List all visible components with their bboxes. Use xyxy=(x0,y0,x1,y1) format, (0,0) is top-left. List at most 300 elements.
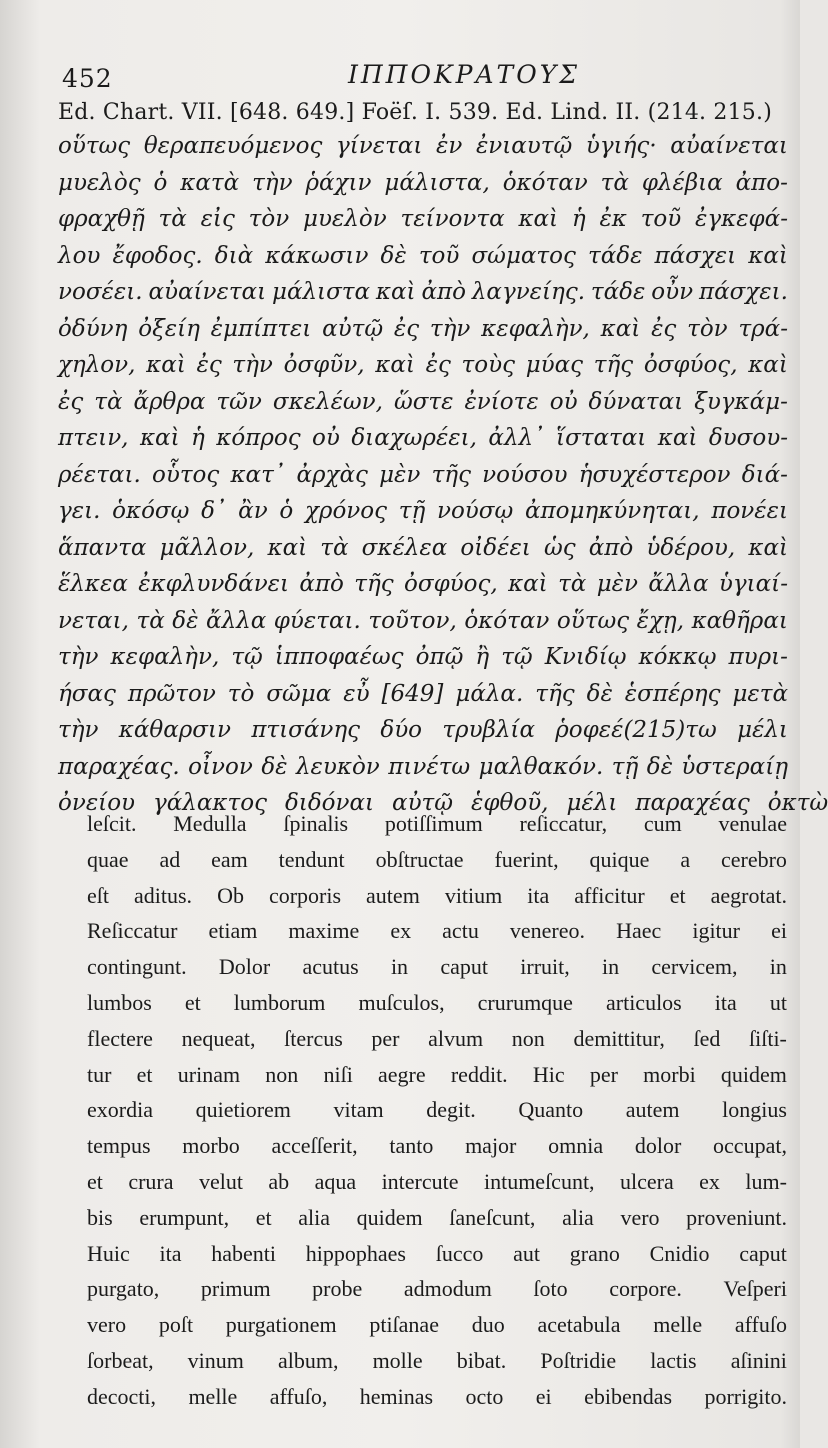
word: ἅπαντα xyxy=(58,534,147,561)
word: οὐ xyxy=(312,425,340,451)
word: παραχέας. xyxy=(58,753,180,780)
word: lumborum xyxy=(233,989,326,1015)
word: Medulla xyxy=(173,811,247,836)
word: ὑστεραίῃ xyxy=(681,753,788,780)
word: κόκκῳ xyxy=(638,644,717,670)
word: κάκωσιν xyxy=(265,242,369,269)
word: poſt xyxy=(158,1312,194,1338)
word: τοὺς xyxy=(461,352,515,378)
word: ei xyxy=(535,1383,552,1409)
greek-text-line xyxy=(58,493,788,530)
word: cerebro xyxy=(720,846,787,872)
word: δ᾽ xyxy=(201,498,227,524)
word: λευκὸν xyxy=(295,753,380,780)
word: ſiſti- xyxy=(749,1025,787,1051)
word: μὲν xyxy=(596,571,638,597)
word: demittitur, xyxy=(573,1025,665,1051)
word: καὶ xyxy=(146,352,186,378)
word: corpore. xyxy=(609,1276,682,1302)
word: quae xyxy=(87,846,129,872)
word: dolor xyxy=(634,1133,682,1159)
word: ὁ xyxy=(279,498,294,524)
word: vero xyxy=(87,1312,127,1338)
word: et xyxy=(184,989,201,1015)
greek-text-line xyxy=(58,201,788,238)
word: alvum xyxy=(428,1025,484,1051)
word: Huic xyxy=(87,1240,130,1266)
word: ὁ xyxy=(153,169,168,196)
word: τοῦ xyxy=(418,242,460,269)
word: νοσέει. xyxy=(58,279,143,305)
word: σκέλεα xyxy=(361,534,448,561)
word: tur xyxy=(87,1061,112,1087)
word: γάλακτος xyxy=(153,790,267,816)
greek-text-line xyxy=(58,274,788,311)
latin-text-line xyxy=(87,1200,787,1236)
word: Κνιδίῳ xyxy=(544,644,627,670)
word: ῥοφεέ(215)τω xyxy=(555,717,717,743)
latin-text-line xyxy=(87,1128,787,1164)
word: ἀλλ᾽ xyxy=(488,425,545,451)
word: Reſiccatur xyxy=(87,918,178,944)
greek-text-line xyxy=(58,384,788,421)
word: πονέει xyxy=(711,498,788,524)
word: ita xyxy=(527,882,550,908)
word: ὁκόταν xyxy=(464,607,550,634)
word: muſculos, xyxy=(358,989,445,1015)
word: ἄρθρα xyxy=(133,388,206,415)
word: admodum xyxy=(403,1276,492,1302)
latin-text-line xyxy=(87,1379,787,1415)
word: ἄλλα xyxy=(648,571,709,597)
greek-text-line xyxy=(58,128,788,165)
word: aegrotat. xyxy=(710,882,787,908)
word: ὀνείου xyxy=(58,790,136,816)
word: aſinini xyxy=(730,1347,787,1373)
word: δυσου- xyxy=(708,425,788,451)
word: οὐ xyxy=(549,388,578,415)
word: σῶμα xyxy=(266,680,332,707)
word: Cnidio xyxy=(649,1240,710,1266)
word: lum- xyxy=(745,1168,787,1194)
word: δὲ xyxy=(646,753,673,780)
word: τοῦ xyxy=(640,206,682,232)
greek-text-line xyxy=(58,676,788,713)
latin-text-line xyxy=(87,1021,787,1057)
word: duo xyxy=(471,1312,505,1338)
word: urinam xyxy=(177,1061,241,1087)
word: caput xyxy=(739,1240,787,1266)
word: ἀπομηκύνηται, xyxy=(524,498,700,524)
word: quique xyxy=(589,846,650,872)
word: κατὰ xyxy=(180,169,240,196)
word: alia xyxy=(298,1204,331,1230)
word: ſaneſcunt, xyxy=(449,1204,536,1230)
word: ἐς xyxy=(58,388,84,415)
word: leſcit. xyxy=(87,811,137,836)
word: aditus. xyxy=(134,882,193,908)
word: igitur xyxy=(692,918,740,944)
word: πάσχει. xyxy=(698,279,788,305)
word: ρέεται. xyxy=(58,461,141,488)
word: ἔχῃ, xyxy=(636,607,685,634)
word: οἰδέει xyxy=(460,534,531,561)
word: τῶν xyxy=(216,388,262,415)
word: melle xyxy=(653,1312,703,1338)
word: ἔφοδος. xyxy=(112,242,203,269)
word: cum xyxy=(643,811,682,836)
word: τὸν xyxy=(687,315,728,342)
greek-text-line xyxy=(58,238,788,275)
word: longius xyxy=(722,1097,787,1123)
word: καὶ xyxy=(748,534,788,561)
word: τῆς xyxy=(354,571,394,597)
word: πυρι- xyxy=(728,644,788,670)
word: corporis xyxy=(268,882,342,908)
word: obſtructae xyxy=(375,846,464,872)
word: vinum xyxy=(187,1347,244,1373)
word: omnia xyxy=(548,1133,604,1159)
word: quidem xyxy=(720,1061,787,1087)
word: ἑσπέρης xyxy=(624,680,721,707)
word: διαχωρέει, xyxy=(351,425,477,451)
word: σκελέων, xyxy=(272,388,383,415)
word: ut xyxy=(769,989,787,1015)
word: δὲ xyxy=(261,753,288,780)
word: δύο xyxy=(380,717,423,743)
word: ῥάχιν xyxy=(305,169,372,196)
page-number: 452 xyxy=(62,64,113,93)
greek-text-line xyxy=(58,603,788,640)
word: εἰς xyxy=(200,206,235,232)
word: cervicem, xyxy=(651,954,738,980)
word: vero xyxy=(620,1204,660,1230)
word: potiſſimum xyxy=(384,811,483,836)
word: affuſo xyxy=(734,1312,787,1338)
word: ἄλλα xyxy=(206,607,267,634)
word: χηλον, xyxy=(58,352,136,378)
word: ſed xyxy=(693,1025,721,1051)
latin-text-line xyxy=(87,949,787,985)
word: degit. xyxy=(426,1097,476,1123)
word: eam xyxy=(211,846,248,872)
word: τὰ xyxy=(558,571,587,597)
word: ἱπποφαέως xyxy=(274,644,404,670)
latin-text-line xyxy=(87,806,787,842)
word: ξυγκάμ- xyxy=(694,388,788,415)
word: ὀσφύος, xyxy=(643,352,738,378)
word: καὶ xyxy=(139,425,180,451)
word: ὡς xyxy=(543,534,576,561)
word: καὶ xyxy=(267,534,308,561)
greek-text-line xyxy=(58,749,788,786)
word: habenti xyxy=(211,1240,277,1266)
word: autem xyxy=(625,1097,680,1123)
word: actu xyxy=(442,918,479,944)
word: caput xyxy=(440,954,488,980)
greek-text-line xyxy=(58,530,788,567)
word: ἑφθοῦ, xyxy=(471,790,549,816)
word: articulos xyxy=(605,989,682,1015)
word: affuſo, xyxy=(269,1383,328,1409)
word: γίνεται xyxy=(335,133,423,159)
word: οὕτως xyxy=(58,133,131,159)
word: πτισάνης xyxy=(251,717,361,743)
word: καὶ xyxy=(508,571,548,597)
word: οἶνον xyxy=(188,753,253,780)
word: καὶ xyxy=(657,425,698,451)
word: καὶ xyxy=(375,352,415,378)
word: διὰ xyxy=(214,242,254,269)
word: ἡσυχέστερον xyxy=(578,461,731,488)
word: τὰ xyxy=(600,169,629,196)
word: φλέβια xyxy=(641,169,723,196)
word: ſpinalis xyxy=(283,811,349,836)
word: ὁκόταν xyxy=(502,169,588,196)
word: ei xyxy=(771,918,787,944)
word: ὁκόσῳ xyxy=(112,498,190,524)
word: πρῶτον xyxy=(127,680,216,707)
word: κόπρος xyxy=(216,425,301,451)
word: τὰ xyxy=(136,607,165,634)
latin-text-line xyxy=(87,1057,787,1093)
word: tanto xyxy=(389,1133,434,1159)
word: tendunt xyxy=(278,846,345,872)
word: ἐνίοτε xyxy=(464,388,539,415)
greek-text-line xyxy=(58,457,788,494)
word: ad xyxy=(159,846,181,872)
word: νεται, xyxy=(58,607,129,634)
word: ήσας xyxy=(58,680,116,707)
word: καὶ xyxy=(748,242,788,269)
latin-text-line xyxy=(87,1092,787,1128)
word: μάλιστα xyxy=(272,279,371,305)
word: ἀπὸ xyxy=(588,534,634,561)
word: φραχθῇ xyxy=(58,206,145,232)
word: τὴν xyxy=(58,644,99,670)
word: aut xyxy=(513,1240,541,1266)
word: per xyxy=(371,1025,400,1051)
word: vitam xyxy=(333,1097,384,1123)
word: nequeat, xyxy=(181,1025,256,1051)
word: αὐτῷ xyxy=(392,790,454,816)
word: ἕλκεα xyxy=(58,571,128,597)
word: τῇ xyxy=(398,498,426,524)
word: πινέτω xyxy=(388,753,471,780)
word: ὀκτὼ xyxy=(767,790,828,816)
word: quidem xyxy=(356,1204,423,1230)
word: νούσου xyxy=(482,461,568,488)
word: per xyxy=(589,1061,618,1087)
word: Ob xyxy=(217,882,244,908)
word: ἀπο- xyxy=(735,169,788,196)
latin-text-line xyxy=(87,985,787,1021)
word: Poſtridie xyxy=(540,1347,617,1373)
word: grano xyxy=(569,1240,620,1266)
word: ſorbeat, xyxy=(87,1347,154,1373)
word: decocti, xyxy=(87,1383,157,1409)
word: οὕτως xyxy=(556,607,630,634)
word: μάλα. xyxy=(455,680,524,707)
word: velut xyxy=(198,1168,243,1194)
word: ὑγιαί- xyxy=(718,571,788,597)
greek-text-line xyxy=(58,712,788,749)
word: major xyxy=(465,1133,517,1159)
word: morbi xyxy=(643,1061,696,1087)
running-title: ΙΠΠΟΚΡΑΤΟΥΣ xyxy=(348,60,580,89)
word: ex xyxy=(699,1168,720,1194)
word: alia xyxy=(562,1204,594,1230)
word: ἐγκεφά- xyxy=(695,206,788,232)
word: μαλθακόν. xyxy=(478,753,604,780)
word: ptiſanae xyxy=(369,1312,439,1338)
word: ſucco xyxy=(435,1240,484,1266)
word: τῆς xyxy=(431,461,471,488)
word: album, xyxy=(277,1347,339,1373)
word: μύας xyxy=(525,352,584,378)
word: Hic xyxy=(532,1061,565,1087)
word: et xyxy=(669,882,686,908)
word: καὶ xyxy=(600,315,641,342)
word: bis xyxy=(87,1204,113,1230)
latin-text-line xyxy=(87,1236,787,1272)
word: τῷ xyxy=(231,644,263,670)
word: καθῆραι xyxy=(691,607,788,634)
word: ἂν xyxy=(238,498,268,524)
word: νούσῳ xyxy=(436,498,514,524)
word: τὰ xyxy=(320,534,349,561)
word: irruit, xyxy=(520,954,570,980)
word: ὑδέρου, xyxy=(646,534,736,561)
word: hippophaes xyxy=(305,1240,406,1266)
word: octo xyxy=(465,1383,504,1409)
word: λου xyxy=(58,242,101,269)
word: [649] xyxy=(381,680,444,707)
word: tempus xyxy=(87,1133,151,1159)
word: ſtercus xyxy=(284,1025,343,1051)
word: διδόναι xyxy=(284,790,375,816)
word: καὶ xyxy=(375,279,416,305)
word: κεφαλὴν, xyxy=(481,315,590,342)
word: δύναται xyxy=(588,388,684,415)
word: morbo xyxy=(182,1133,240,1159)
word: crurumque xyxy=(477,989,573,1015)
word: ὀξείη xyxy=(138,315,200,342)
latin-text-line xyxy=(87,1271,787,1307)
word: τείνοντα xyxy=(400,206,505,232)
word: καὶ xyxy=(518,206,559,232)
latin-text-line xyxy=(87,842,787,878)
word: niſi xyxy=(323,1061,353,1087)
word: ὀπῷ xyxy=(415,644,464,670)
word: Haec xyxy=(616,918,662,944)
edition-reference-line: Ed. Chart. VII. [648. 649.] Foëſ. I. 539. Ed. Lind. II. (214. 215.) xyxy=(58,100,772,125)
word: et xyxy=(136,1061,153,1087)
word: etiam xyxy=(208,918,258,944)
word: τὴν xyxy=(252,169,293,196)
word: non xyxy=(265,1061,299,1087)
word: χρόνος xyxy=(304,498,388,524)
word: καὶ xyxy=(748,352,788,378)
greek-text-line xyxy=(58,420,788,457)
word: δὲ xyxy=(586,680,613,707)
word: εὖ xyxy=(343,680,370,707)
word: acetabula xyxy=(537,1312,621,1338)
word: θεραπευόμενος xyxy=(143,133,323,159)
word: παραχέας xyxy=(635,790,750,816)
word: μὲν xyxy=(379,461,421,488)
word: Dolor xyxy=(218,954,271,980)
word: τῆς xyxy=(593,352,634,378)
word: ἐς xyxy=(651,315,677,342)
word: lumbos xyxy=(87,989,152,1015)
word: σώματος xyxy=(471,242,576,269)
greek-text-line xyxy=(58,311,788,348)
word: τῇ xyxy=(611,753,639,780)
word: Veſperi xyxy=(723,1276,787,1302)
word: ἐνιαυτῷ xyxy=(475,133,573,159)
page-header xyxy=(50,58,760,98)
word: μετὰ xyxy=(732,680,788,707)
word: γει. xyxy=(58,498,101,524)
word: et xyxy=(255,1204,272,1230)
word: lactis xyxy=(650,1347,697,1373)
word: intercute xyxy=(381,1168,459,1194)
word: ἐς xyxy=(425,352,451,378)
word: αὐαίνεται xyxy=(670,133,788,159)
word: δὲ xyxy=(172,607,199,634)
word: ὀδύνη xyxy=(58,315,128,342)
word: μυελὸς xyxy=(58,169,141,196)
word: quietiorem xyxy=(195,1097,291,1123)
word: κεφαλὴν, xyxy=(110,644,220,670)
word: τὴν xyxy=(429,315,471,342)
word: non xyxy=(511,1025,545,1051)
word: aegre xyxy=(378,1061,426,1087)
word: ἡ xyxy=(571,206,586,232)
latin-text-line xyxy=(87,1307,787,1343)
word: acutus xyxy=(302,954,359,980)
word: μάλιστα, xyxy=(384,169,490,196)
word: afficitur xyxy=(574,882,645,908)
word: probe xyxy=(312,1276,363,1302)
word: aqua xyxy=(314,1168,357,1194)
latin-text-line xyxy=(87,1343,787,1379)
word: ἐς xyxy=(196,352,222,378)
word: ἐκφλυνδάνει xyxy=(138,571,290,597)
word: fuerint, xyxy=(494,846,559,872)
word: primum xyxy=(200,1276,271,1302)
word: et xyxy=(87,1168,103,1194)
word: ἐν xyxy=(435,133,463,159)
word: reſiccatur, xyxy=(519,811,608,836)
word: crura xyxy=(128,1168,174,1194)
word: ἐκ xyxy=(599,206,627,232)
word: τὴν xyxy=(232,352,273,378)
word: κάθαρσιν xyxy=(118,717,232,743)
word: κατ᾽ xyxy=(230,461,286,488)
word: in xyxy=(602,954,620,980)
word: purgationem xyxy=(225,1312,337,1338)
word: πτειν, xyxy=(58,425,129,451)
word: proveniunt. xyxy=(686,1204,787,1230)
word: autem xyxy=(366,882,420,908)
word: τῆς xyxy=(535,680,575,707)
word: ἡ xyxy=(191,425,205,451)
greek-text-line xyxy=(58,566,788,603)
word: φύεται. xyxy=(273,607,361,634)
word: τάδε xyxy=(587,242,643,269)
